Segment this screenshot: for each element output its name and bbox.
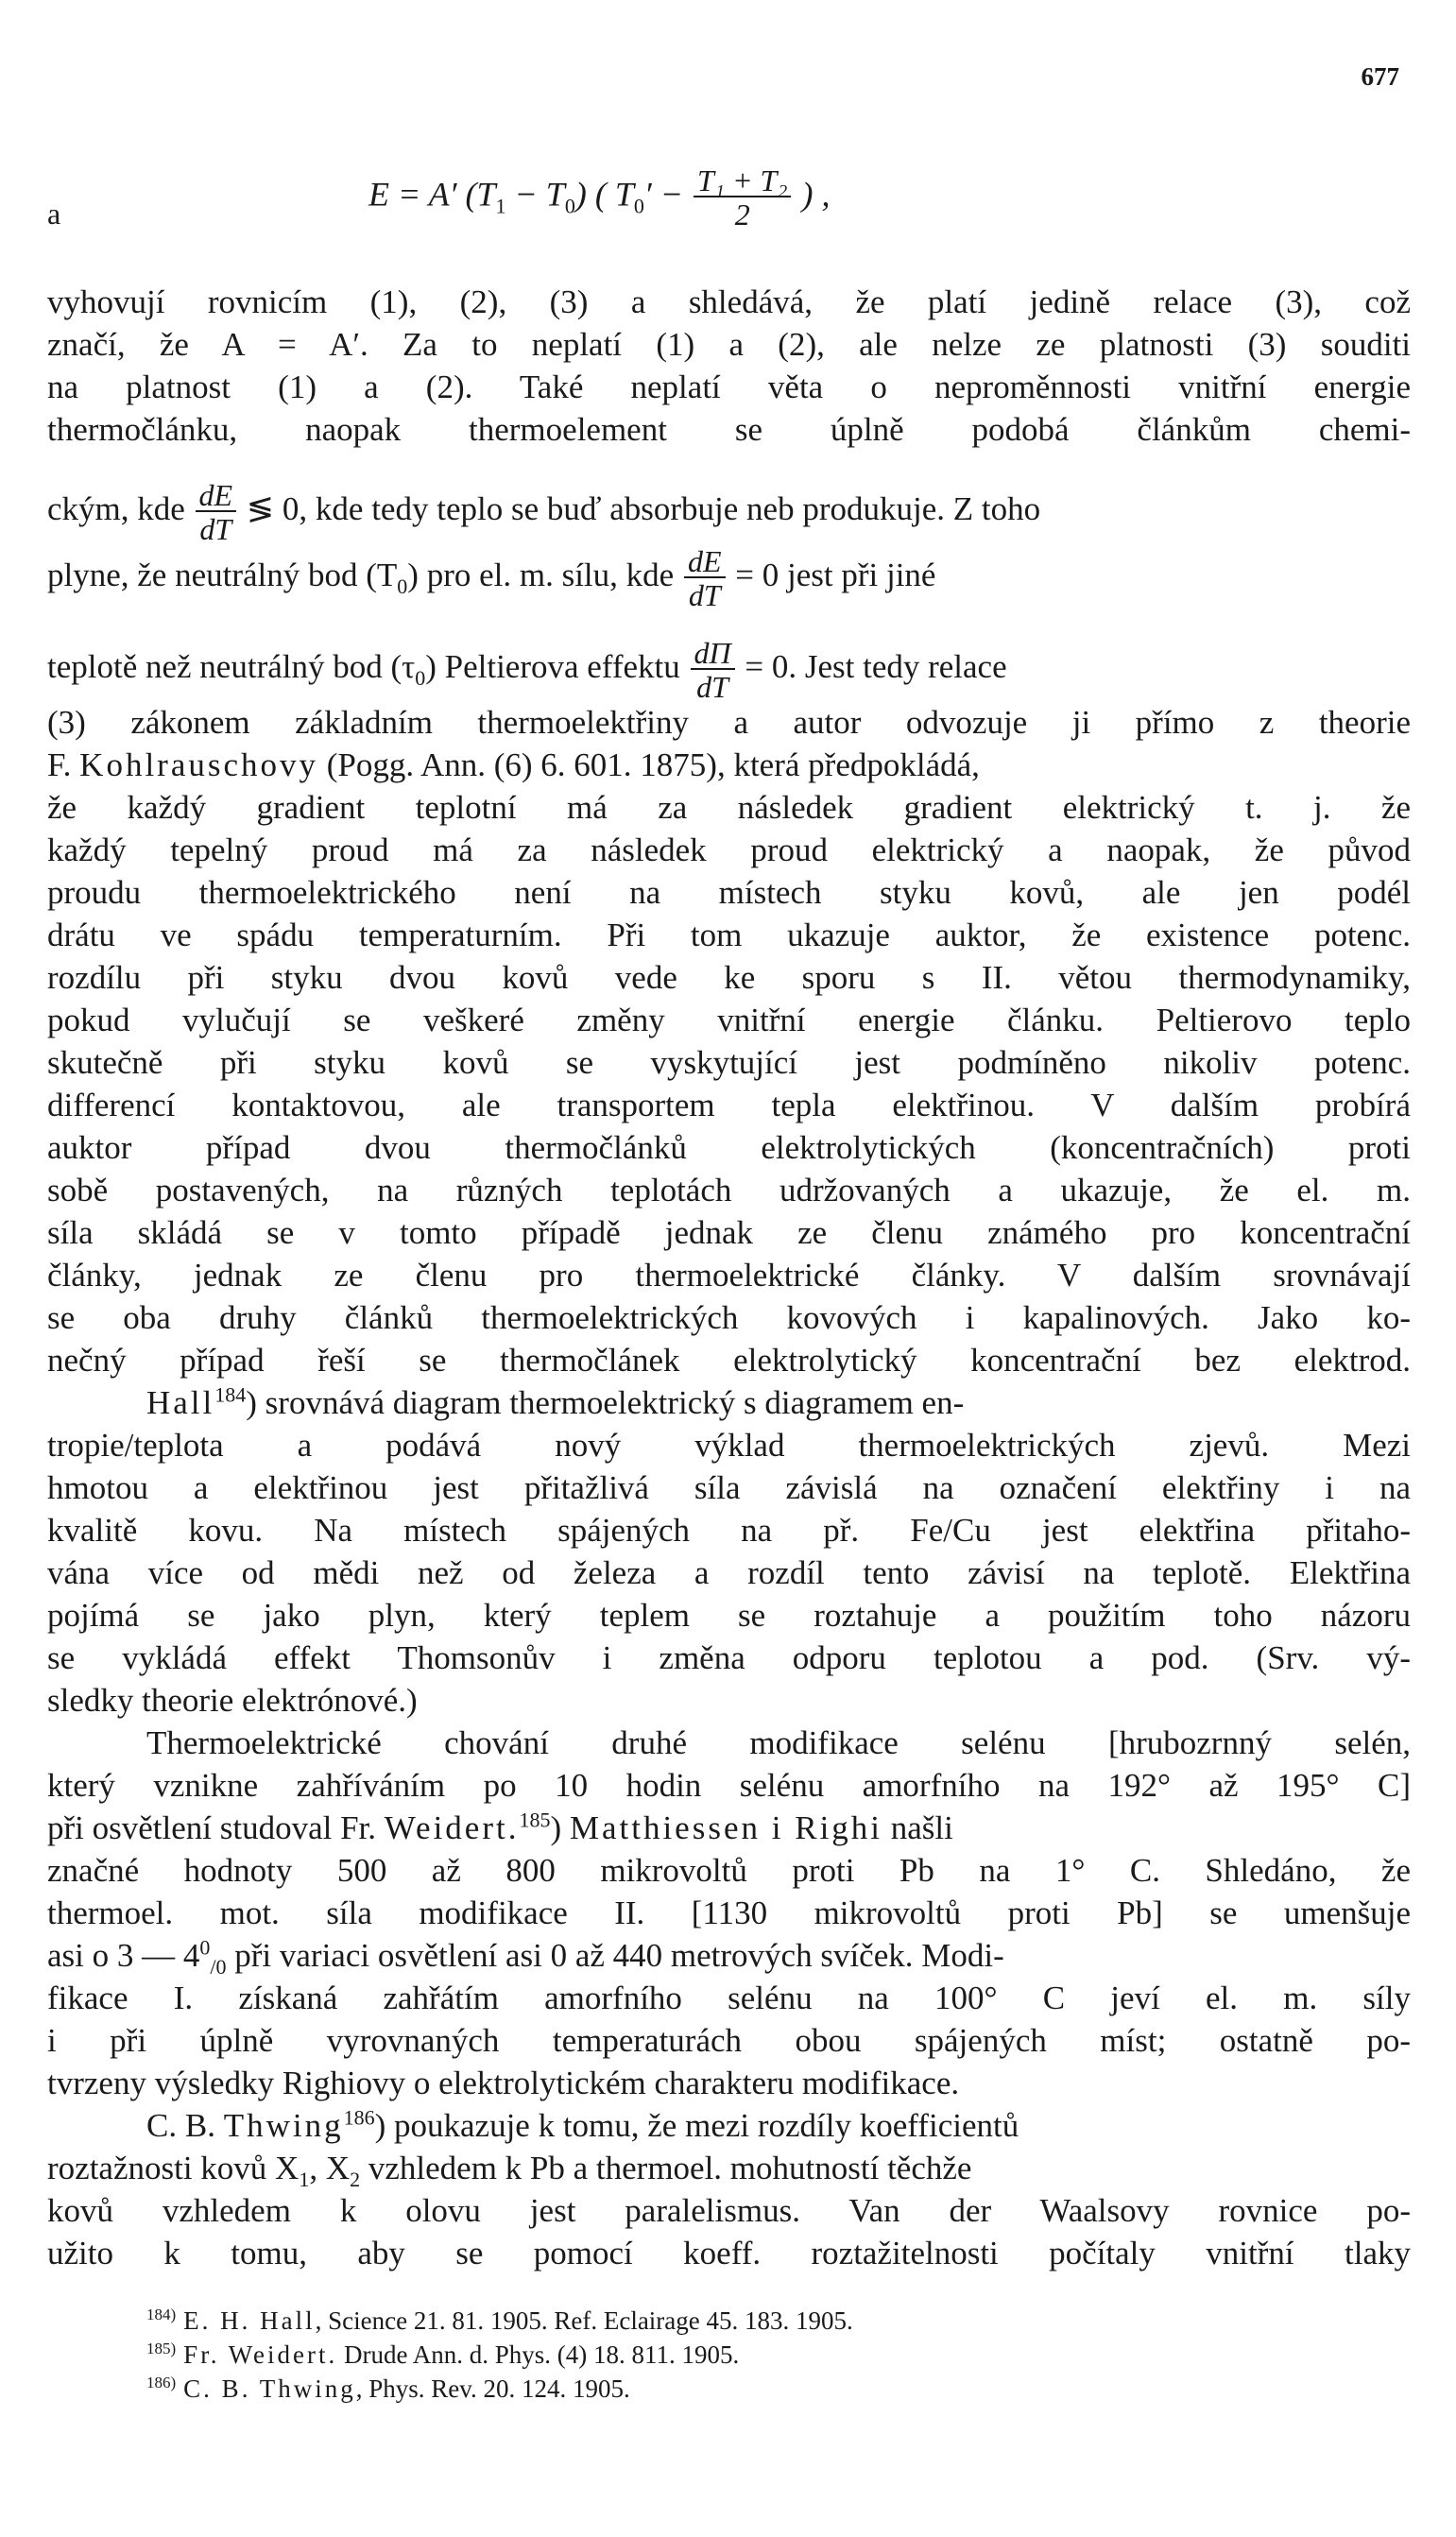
text-segment: při variaci osvětlení asi 0 až 440 metrových svíček. Modi- — [226, 1937, 1004, 1974]
text-line: na platnost (1) a (2). Také neplatí věta o neproměnnosti vnitřní energie — [47, 369, 1411, 405]
text-line: differencí kontaktovou, ale transportem tepla elektřinou. V dalším probírá — [47, 1087, 1411, 1123]
text-line-thwing — [146, 2105, 1411, 2147]
footnote-ref: 186 — [343, 2105, 375, 2130]
equation-label: a — [47, 197, 61, 231]
text-line-asi — [47, 1935, 1411, 1977]
footnote-text: , Phys. Rev. 20. 124. 1905. — [355, 2374, 630, 2403]
text-line: tvrzeny výsledky Righiovy o elektrolytickém charakteru modifikace. — [47, 2065, 960, 2101]
frac-den: dT — [684, 576, 726, 610]
text-line-kohlrausch — [47, 745, 1411, 786]
text-segment: asi o 3 — 4 — [47, 1937, 200, 1974]
footnote-number: 184) — [146, 2306, 177, 2323]
text-segment: = 0. Jest tedy relace — [736, 648, 1007, 686]
fraction-de-dt — [684, 546, 726, 610]
text-segment: roztažnosti kovů X — [47, 2150, 300, 2186]
author-name: Hall — [146, 1384, 215, 1421]
text-segment: ) Peltierova effektu — [425, 648, 689, 686]
equation-lhs: E = A′ (T — [368, 175, 496, 214]
text-segment: ) poukazuje k tomu, že mezi rozdíly koefficientů — [374, 2107, 1019, 2144]
text-line: sobě postavených, na různých teplotách udržovaných a ukazuje, že el. m. — [47, 1172, 1411, 1209]
text-line: se oba druhy článků thermoelektrických kovových i kapalinových. Jako ko- — [47, 1299, 1411, 1336]
footnote-number: 185) — [146, 2340, 177, 2357]
text-line: vána více od mědi než od železa a rozdíl tento závisí na teplotě. Elektřina — [47, 1554, 1411, 1591]
text-line: značné hodnoty 500 až 800 mikrovoltů proti Pb na 1° C. Shledáno, že — [47, 1852, 1411, 1889]
footnote-text: Drude Ann. d. Phys. (4) 18. 811. 1905. — [337, 2340, 740, 2369]
text-segment: C. B. — [146, 2107, 224, 2144]
text-segment: našli — [882, 1809, 953, 1846]
fraction-de-dt — [196, 480, 237, 544]
text-segment: při osvětlení studoval Fr. — [47, 1809, 385, 1846]
subscript: /0 — [210, 1955, 227, 1979]
text-segment: ) — [550, 1809, 570, 1846]
text-line-hall — [146, 1382, 1411, 1424]
text-line: tropie/teplota a podává nový výklad thermoelektrických zjevů. Mezi — [47, 1427, 1411, 1464]
text-line: Thermoelektrické chování druhé modifikace selénu [hrubozrnný selén, — [146, 1724, 1411, 1761]
equation-fraction — [694, 165, 791, 230]
text-line: thermočlánku, naopak thermoelement se úplně podobá článkům chemi- — [47, 411, 1411, 448]
text-segment: ≶ 0, kde tedy teplo se buď absorbuje neb produkuje. Z toho — [238, 490, 1041, 528]
equation-prime-minus: ′ − — [643, 175, 693, 214]
text-segment: plyne, že neutrálný bod (T — [47, 557, 398, 594]
text-segment: F. — [47, 746, 80, 783]
footnote-ref: 185 — [519, 1808, 551, 1832]
fraction-dpi-dt — [691, 638, 735, 702]
text-line: se vykládá effekt Thomsonův i změna odporu teplotou a pod. (Srv. vý- — [47, 1639, 1411, 1676]
text-line: (3) zákonem základním thermoelektřiny a autor odvozuje ji přímo z theorie — [47, 704, 1411, 741]
text-line: který vznikne zahříváním po 10 hodin selénu amorfního na 192° až 195° C] — [47, 1767, 1411, 1804]
text-line: pokud vylučují se veškeré změny vnitřní energie článku. Peltierovo teplo — [47, 1002, 1411, 1038]
equation-sub0: 0 — [564, 194, 575, 218]
text-line: že každý gradient teplotní má za následek gradient elektrický t. j. že — [47, 789, 1411, 826]
text-segment: ) pro el. m. sílu, kde — [407, 557, 682, 594]
display-equation — [0, 142, 1456, 246]
text-line: kvalitě kovu. Na místech spájených na př. Fe/Cu jest elektřina přitaho- — [47, 1512, 1411, 1549]
author-name: Thwing — [223, 2107, 344, 2144]
text-segment: ckým, kde — [47, 490, 194, 528]
author-name: Weidert. — [384, 1809, 520, 1846]
footnote-ref: 184 — [214, 1382, 247, 1407]
text-line: nečný případ řeší se thermočlánek elektrolytický koncentrační bez elektrod. — [47, 1342, 1411, 1379]
equation-minus: − T — [505, 175, 565, 214]
text-line: auktor případ dvou thermočlánků elektrolytických (koncentračních) proti — [47, 1129, 1411, 1166]
text-line-fraction-2 — [47, 544, 1411, 612]
text-line: každý tepelný proud má za následek proud elektrický a naopak, že původ — [47, 831, 1411, 868]
author-names: Matthiessen i Righi — [569, 1809, 883, 1846]
text-segment: ) srovnává diagram thermoelektrický s diagramem en- — [246, 1384, 965, 1421]
text-line: skutečně při styku kovů se vyskytující jest podmíněno nikoliv potenc. — [47, 1044, 1411, 1081]
text-line-weidert — [47, 1808, 1411, 1849]
equation-paren: ) ( T — [574, 175, 634, 214]
text-line-fraction-1 — [47, 478, 1411, 546]
frac-num: dE — [687, 544, 722, 578]
footnote-author: Fr. Weidert. — [183, 2340, 338, 2369]
subscript: 1 — [299, 2168, 310, 2191]
text-line: drátu ve spádu temperaturním. Při tom ukazuje auktor, že existence potenc. — [47, 917, 1411, 953]
footnote — [146, 2366, 1403, 2406]
text-line: síla skládá se v tomto případě jednak ze členu známého pro koncentrační — [47, 1214, 1411, 1251]
text-line: fikace I. získaná zahřátím amorfního selénu na 100° C jeví el. m. síly — [47, 1980, 1411, 2016]
text-segment: teplotě než neutrálný bod (τ — [47, 648, 416, 686]
subscript: 2 — [350, 2168, 361, 2191]
frac-num: dE — [198, 478, 233, 512]
equation-frac-num: T₁ + T₂ — [697, 163, 788, 197]
equation-close: ) , — [793, 175, 831, 214]
superscript: 0 — [199, 1935, 211, 1960]
footnote-author: C. B. Thwing — [183, 2374, 356, 2403]
text-line: hmotou a elektřinou jest přitažlivá síla závislá na označení elektřiny i na — [47, 1469, 1411, 1506]
text-segment: (Pogg. Ann. (6) 6. 601. 1875), která předpokládá, — [318, 746, 980, 783]
text-line: proudu thermoelektrického není na místech styku kovů, ale jen podél — [47, 874, 1411, 911]
frac-num: dΠ — [694, 636, 731, 670]
equation-sub0b: 0 — [633, 194, 644, 218]
text-segment: , X — [309, 2150, 351, 2186]
text-line: užito k tomu, aby se pomocí koeff. roztažitelnosti počítaly vnitřní tlaky — [47, 2235, 1411, 2271]
subscript: 0 — [397, 574, 408, 599]
text-line: pojímá se jako plyn, který teplem se roztahuje a použitím toho názoru — [47, 1597, 1411, 1634]
author-name: Kohlrauschovy — [79, 746, 319, 783]
text-line: rozdílu při styku dvou kovů vede ke sporu s II. větou thermodynamiky, — [47, 959, 1411, 996]
equation-body — [368, 165, 830, 230]
text-line: sledky theorie elektrónové.) — [47, 1682, 418, 1719]
text-line: i při úplně vyrovnaných temperaturách obou spájených míst; ostatně po- — [47, 2022, 1411, 2059]
equation-sub1: 1 — [495, 194, 506, 218]
text-line: články, jednak ze členu pro thermoelektrické články. V dalším srovnávají — [47, 1257, 1411, 1294]
text-line: vyhovují rovnicím (1), (2), (3) a shledává, že platí jedině relace (3), což — [47, 283, 1411, 320]
frac-den: dT — [691, 668, 735, 702]
text-segment: vzhledem k Pb a thermoel. mohutností těchže — [360, 2150, 972, 2186]
frac-den: dT — [196, 510, 237, 544]
subscript: 0 — [415, 666, 426, 691]
footnote-number: 186) — [146, 2374, 177, 2391]
footnote-text: , Science 21. 81. 1905. Ref. Eclairage 45. 183. 1905. — [315, 2306, 853, 2335]
text-line: kovů vzhledem k olovu jest paralelismus. Van der Waalsovy rovnice po- — [47, 2192, 1411, 2229]
equation-frac-den: 2 — [694, 196, 791, 230]
page-number: 677 — [1361, 62, 1399, 91]
text-line-fraction-3 — [47, 636, 1411, 704]
text-segment: = 0 jest při jiné — [727, 557, 936, 594]
text-line: značí, že A = A′. Za to neplatí (1) a (2), ale nelze ze platnosti (3) souditi — [47, 326, 1411, 363]
footnote-author: E. H. Hall — [183, 2306, 316, 2335]
text-line-roztaznosti — [47, 2148, 1411, 2189]
text-line: thermoel. mot. síla modifikace II. [1130 mikrovoltů proti Pb] se umenšuje — [47, 1894, 1411, 1931]
